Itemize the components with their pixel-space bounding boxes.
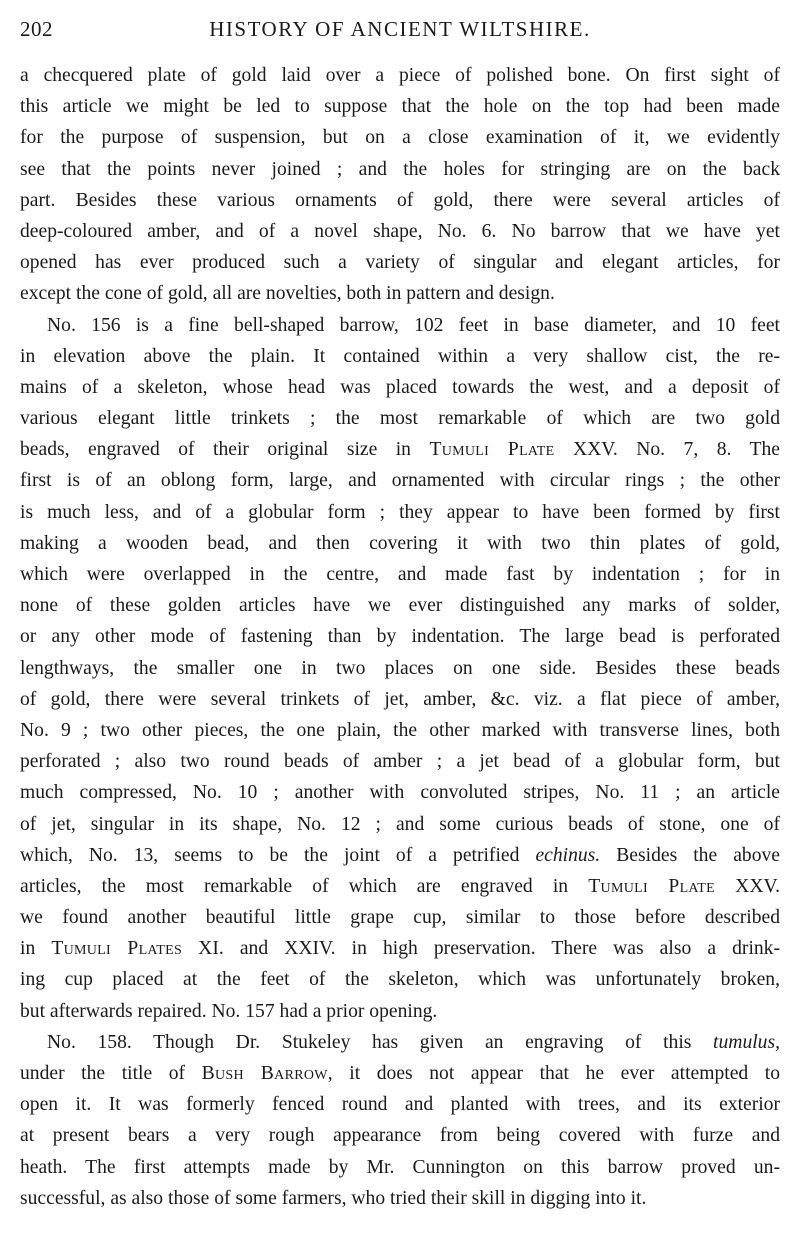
text-line: making a wooden bead, and then covering it with two thin plates of gold,	[20, 532, 780, 554]
text-line: opened has ever produced such a variety of singular and elegant articles, for	[20, 252, 780, 274]
text-line: see that the points never joined ; and the holes for stringing are on the back	[20, 158, 780, 180]
small-caps-term: Tumuli Plate	[588, 875, 715, 897]
text-line: ing cup placed at the feet of the skeleton, which was unfortunately broken,	[20, 969, 780, 991]
text-line: No. 158. Though Dr. Stukeley has given an engraving of this tumulus,	[47, 1031, 780, 1053]
text-line: No. 156 is a fine bell-shaped barrow, 102 feet in base diameter, and 10 feet	[47, 314, 780, 336]
text-line: articles, the most remarkable of which are engraved in Tumuli Plate XXV.	[20, 875, 780, 897]
text-line: beads, engraved of their original size in Tumuli Plate XXV. No. 7, 8. The	[20, 439, 780, 461]
text-line: we found another beautiful little grape cup, similar to those before described	[20, 907, 780, 929]
text-line: in Tumuli Plates XI. and XXIV. in high preservation. There was also a drink-	[20, 938, 781, 960]
text-line: is much less, and of a globular form ; they appear to have been formed by first	[20, 501, 780, 523]
text-line: which, No. 13, seems to be the joint of a petrified echinus. Besides the above	[20, 844, 780, 866]
text-line: in elevation above the plain. It contained within a very shallow cist, the re-	[20, 345, 780, 367]
text-line: lengthways, the smaller one in two places on one side. Besides these beads	[20, 657, 780, 679]
text-line: none of these golden articles have we ever distinguished any marks of solder,	[20, 595, 780, 617]
text-line: of gold, there were several trinkets of jet, amber, &c. viz. a flat piece of amber,	[20, 688, 780, 710]
text-line: but afterwards repaired. No. 157 had a prior opening.	[20, 1000, 438, 1022]
text-line: successful, as also those of some farmers, who tried their skill in digging into it.	[20, 1187, 647, 1209]
text-line: various elegant little trinkets ; the most remarkable of which are two gold	[20, 408, 780, 430]
paragraph	[20, 1027, 780, 1214]
text-line: part. Besides these various ornaments of gold, there were several articles of	[20, 189, 780, 211]
text-line: first is of an oblong form, large, and ornamented with circular rings ; the other	[20, 470, 780, 492]
text-line: except the cone of gold, all are novelties, both in pattern and design.	[20, 283, 555, 305]
italic-term: tumulus,	[713, 1031, 780, 1053]
text-line: under the title of Bush Barrow, it does not appear that he ever attempted to	[20, 1063, 781, 1084]
running-head: HISTORY OF ANCIENT WILTSHIRE.	[209, 17, 591, 41]
text-line: for the purpose of suspension, but on a close examination of it, we evidently	[20, 127, 780, 149]
small-caps-term: Tumuli Plate	[429, 439, 555, 461]
text-line: heath. The first attempts made by Mr. Cunnington on this barrow proved un-	[20, 1156, 780, 1178]
small-caps-term: Tumuli Plates	[51, 938, 183, 960]
text-line: at present bears a very rough appearance from being covered with furze and	[20, 1125, 780, 1147]
text-line: which were overlapped in the centre, and made fast by indentation ; for in	[20, 564, 780, 585]
paragraph	[20, 60, 780, 310]
text-line: No. 9 ; two other pieces, the one plain, the other marked with transverse lines, both	[20, 719, 780, 741]
page-header	[20, 14, 780, 44]
paragraph	[20, 310, 780, 1027]
text-line: deep-coloured amber, and of a novel shape, No. 6. No barrow that we have yet	[20, 220, 780, 242]
italic-term: echinus.	[535, 844, 601, 866]
text-line: of jet, singular in its shape, No. 12 ; and some curious beads of stone, one of	[20, 813, 780, 835]
text-line: mains of a skeleton, whose head was placed towards the west, and a deposit of	[20, 376, 780, 398]
text-line: open it. It was formerly fenced round and planted with trees, and its exterior	[20, 1094, 780, 1116]
text-line: much compressed, No. 10 ; another with convoluted stripes, No. 11 ; an article	[20, 782, 780, 804]
text-line: this article we might be led to suppose that the hole on the top had been made	[20, 96, 780, 118]
text-line: or any other mode of fastening than by indentation. The large bead is perforated	[20, 626, 780, 648]
text-line: perforated ; also two round beads of amber ; a jet bead of a globular form, but	[20, 751, 780, 773]
body-text	[20, 60, 780, 1214]
text-line: a checquered plate of gold laid over a piece of polished bone. On first sight of	[20, 65, 780, 86]
small-caps-term: Bush Barrow	[201, 1063, 328, 1084]
page-number: 202	[20, 17, 53, 41]
